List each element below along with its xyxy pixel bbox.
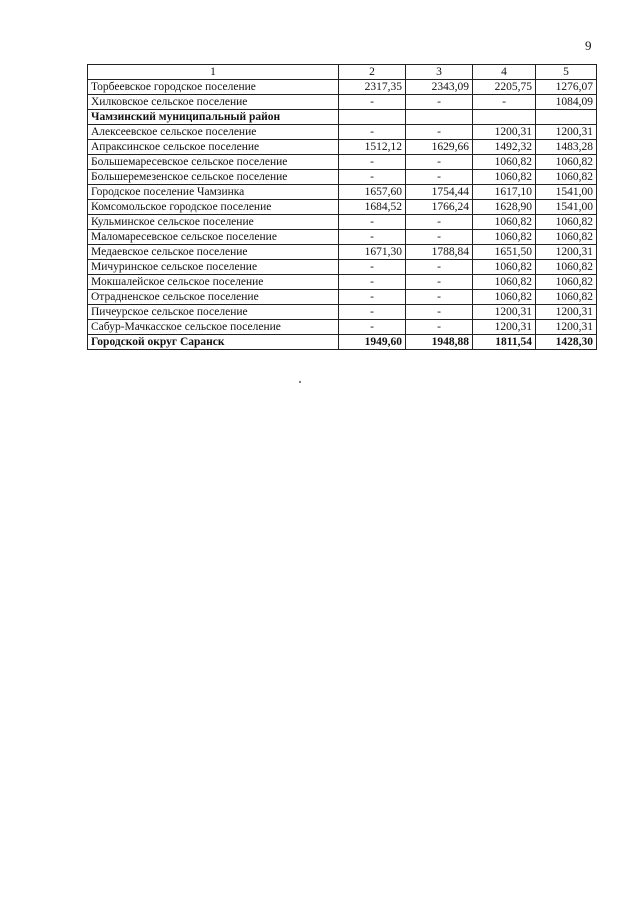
table-row (88, 335, 597, 350)
row-value-cell-5: 1060,82 (536, 260, 597, 275)
row-name-cell: Комсомольское городское поселение (88, 200, 339, 215)
column-header-2: 2 (339, 65, 406, 80)
row-value-cell-4: 1811,54 (473, 335, 536, 350)
row-value-cell-2: 1512,12 (339, 140, 406, 155)
row-value-cell-5: 1200,31 (536, 305, 597, 320)
column-header-3: 3 (406, 65, 473, 80)
row-value-cell-5: 1428,30 (536, 335, 597, 350)
row-value-cell-2: 1684,52 (339, 200, 406, 215)
row-value-cell-4: 1060,82 (473, 290, 536, 305)
row-value-cell-2: 1657,60 (339, 185, 406, 200)
row-name-cell: Алексеевское сельское поселение (88, 125, 339, 140)
row-value-cell-2: - (339, 320, 406, 335)
column-header-1: 1 (88, 65, 339, 80)
row-name-cell: Сабур-Мачкасское сельское поселение (88, 320, 339, 335)
row-value-cell-4: 1060,82 (473, 260, 536, 275)
row-value-cell-2 (339, 110, 406, 125)
row-value-cell-5: 1060,82 (536, 170, 597, 185)
row-name-cell: Чамзинский муниципальный район (88, 110, 339, 125)
row-value-cell-3: 1754,44 (406, 185, 473, 200)
row-value-cell-5: 1200,31 (536, 320, 597, 335)
row-name-cell: Апраксинское сельское поселение (88, 140, 339, 155)
row-name-cell: Большемаресевское сельское поселение (88, 155, 339, 170)
row-value-cell-2: 1671,30 (339, 245, 406, 260)
row-value-cell-4: 1651,50 (473, 245, 536, 260)
row-value-cell-4: 1060,82 (473, 230, 536, 245)
page-number: 9 (585, 38, 592, 53)
row-name-cell: Городское поселение Чамзинка (88, 185, 339, 200)
row-value-cell-3: 1766,24 (406, 200, 473, 215)
row-value-cell-4: 1617,10 (473, 185, 536, 200)
table-row (88, 125, 597, 140)
row-value-cell-2: - (339, 290, 406, 305)
table-row (88, 290, 597, 305)
row-name-cell: Пичеурское сельское поселение (88, 305, 339, 320)
row-name-cell: Кульминское сельское поселение (88, 215, 339, 230)
row-name-cell: Городской округ Саранск (88, 335, 339, 350)
row-value-cell-3: - (406, 275, 473, 290)
table-header-row (88, 65, 597, 80)
row-value-cell-4: 1200,31 (473, 125, 536, 140)
table-row (88, 215, 597, 230)
row-value-cell-3: - (406, 290, 473, 305)
row-value-cell-2: - (339, 260, 406, 275)
row-name-cell: Торбеевское городское поселение (88, 80, 339, 95)
row-value-cell-2: - (339, 215, 406, 230)
row-value-cell-3: - (406, 260, 473, 275)
row-value-cell-4: - (473, 95, 536, 110)
table-row (88, 275, 597, 290)
row-value-cell-2: - (339, 230, 406, 245)
row-value-cell-2: 2317,35 (339, 80, 406, 95)
table-row (88, 260, 597, 275)
row-value-cell-3: - (406, 95, 473, 110)
row-name-cell: Мокшалейское сельское поселение (88, 275, 339, 290)
scan-artifact-dot (299, 381, 301, 383)
row-value-cell-5: 1060,82 (536, 290, 597, 305)
row-value-cell-3: - (406, 215, 473, 230)
table-row (88, 170, 597, 185)
row-value-cell-2: - (339, 170, 406, 185)
row-name-cell: Маломаресевское сельское поселение (88, 230, 339, 245)
table-row (88, 320, 597, 335)
row-value-cell-4: 1060,82 (473, 215, 536, 230)
row-value-cell-3 (406, 110, 473, 125)
row-name-cell: Отрадненское сельское поселение (88, 290, 339, 305)
row-value-cell-5: 1060,82 (536, 215, 597, 230)
row-value-cell-5: 1060,82 (536, 155, 597, 170)
row-value-cell-3: - (406, 230, 473, 245)
data-table (87, 64, 597, 350)
row-value-cell-3: - (406, 155, 473, 170)
row-value-cell-5: 1060,82 (536, 275, 597, 290)
row-value-cell-4: 1200,31 (473, 320, 536, 335)
column-header-4: 4 (473, 65, 536, 80)
row-value-cell-2: - (339, 125, 406, 140)
table-row (88, 110, 597, 125)
row-value-cell-4: 1200,31 (473, 305, 536, 320)
table-row (88, 245, 597, 260)
row-name-cell: Большеремезенское сельское поселение (88, 170, 339, 185)
row-value-cell-3: 1788,84 (406, 245, 473, 260)
table-row (88, 80, 597, 95)
table-row (88, 230, 597, 245)
column-header-5: 5 (536, 65, 597, 80)
row-name-cell: Хилковское сельское поселение (88, 95, 339, 110)
table-row (88, 305, 597, 320)
row-value-cell-5: 1060,82 (536, 230, 597, 245)
table-row (88, 200, 597, 215)
row-value-cell-2: - (339, 275, 406, 290)
row-value-cell-2: 1949,60 (339, 335, 406, 350)
row-value-cell-4 (473, 110, 536, 125)
row-value-cell-2: - (339, 305, 406, 320)
row-value-cell-4: 1060,82 (473, 170, 536, 185)
row-value-cell-3: - (406, 170, 473, 185)
row-value-cell-5: 1483,28 (536, 140, 597, 155)
row-value-cell-3: - (406, 320, 473, 335)
row-value-cell-3: - (406, 125, 473, 140)
row-value-cell-3: 1948,88 (406, 335, 473, 350)
row-value-cell-5: 1084,09 (536, 95, 597, 110)
row-value-cell-2: - (339, 95, 406, 110)
row-value-cell-5: 1200,31 (536, 125, 597, 140)
row-value-cell-5: 1541,00 (536, 200, 597, 215)
table-row (88, 155, 597, 170)
row-value-cell-5 (536, 110, 597, 125)
table-row (88, 185, 597, 200)
row-name-cell: Медаевское сельское поселение (88, 245, 339, 260)
row-value-cell-3: - (406, 305, 473, 320)
row-value-cell-4: 1060,82 (473, 155, 536, 170)
row-value-cell-5: 1541,00 (536, 185, 597, 200)
row-value-cell-4: 2205,75 (473, 80, 536, 95)
row-value-cell-2: - (339, 155, 406, 170)
row-value-cell-3: 2343,09 (406, 80, 473, 95)
row-value-cell-4: 1060,82 (473, 275, 536, 290)
row-name-cell: Мичуринское сельское поселение (88, 260, 339, 275)
row-value-cell-4: 1628,90 (473, 200, 536, 215)
row-value-cell-3: 1629,66 (406, 140, 473, 155)
table-row (88, 140, 597, 155)
row-value-cell-5: 1200,31 (536, 245, 597, 260)
table-body (88, 80, 597, 350)
row-value-cell-5: 1276,07 (536, 80, 597, 95)
row-value-cell-4: 1492,32 (473, 140, 536, 155)
table-row (88, 95, 597, 110)
